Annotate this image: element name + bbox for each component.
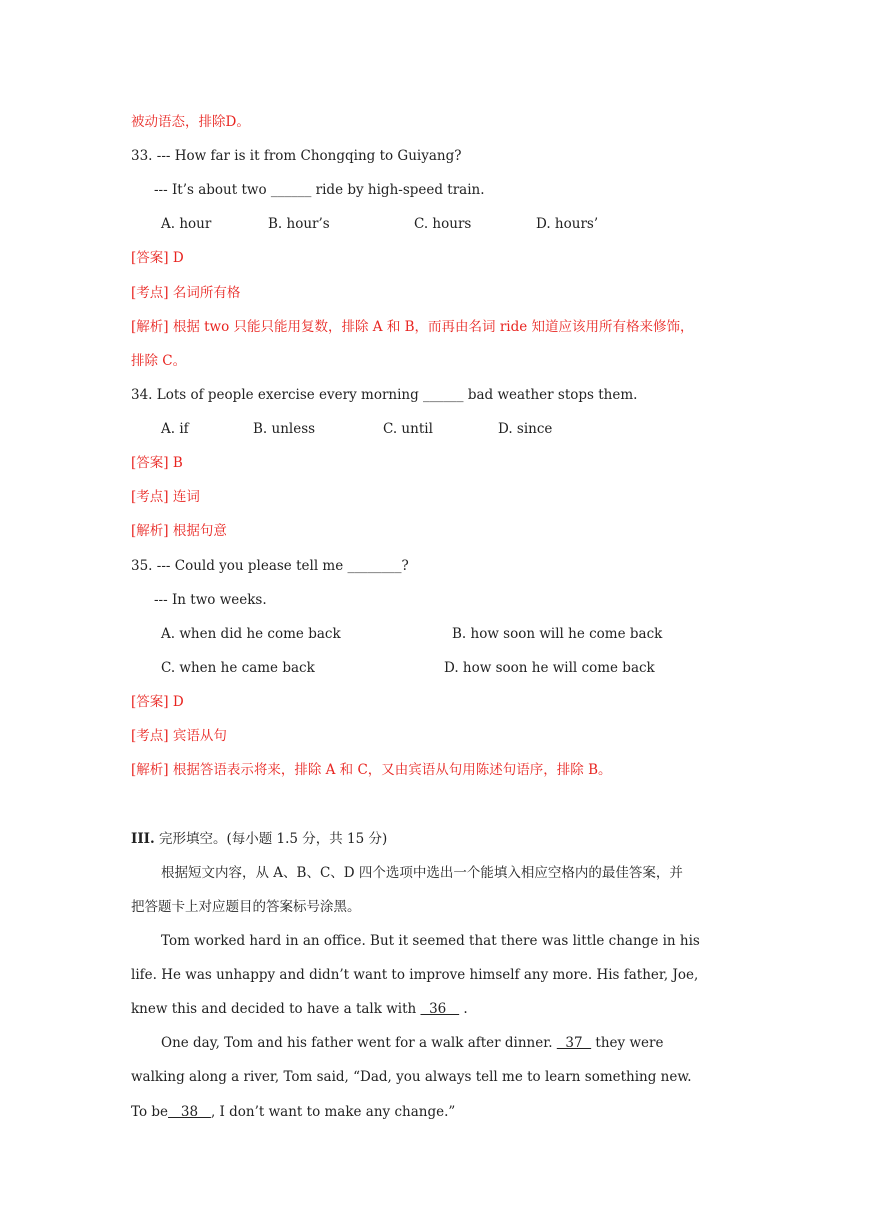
option-a: A. if bbox=[161, 421, 189, 437]
blank-36: 36 bbox=[420, 1001, 460, 1017]
option-a: A. when did he come back bbox=[161, 626, 341, 642]
option-b: B. how soon will he come back bbox=[452, 626, 663, 642]
answer-33: [答案] D bbox=[131, 250, 184, 266]
option-d: D. hours’ bbox=[536, 216, 599, 232]
section-3-instruction: 根据短文内容，从 A、B、C、D 四个选项中选出一个能填入相应空格内的最佳答案，并 bbox=[161, 865, 683, 881]
question-35: 35. --- Could you please tell me ________? bbox=[131, 558, 409, 574]
blank-37: 37 bbox=[556, 1035, 592, 1051]
question-33-reply: --- It’s about two ______ ride by high-speed train. bbox=[154, 182, 485, 198]
passage-text: . bbox=[459, 1001, 468, 1017]
question-33-options bbox=[161, 214, 761, 334]
option-b: B. unless bbox=[253, 421, 316, 437]
question-35-options-row2 bbox=[161, 658, 761, 738]
question-33: 33. --- How far is it from Chongqing to Guiyang? bbox=[131, 148, 462, 164]
passage-text: One day, Tom and his father went for a walk after dinner. bbox=[161, 1035, 557, 1051]
section-title: 完形填空。(每小题 1.5 分，共 15 分) bbox=[154, 831, 388, 847]
passage-line bbox=[161, 1033, 663, 1053]
passage-line bbox=[131, 1102, 455, 1122]
passage-text: To be bbox=[131, 1104, 169, 1120]
question-35-reply: --- In two weeks. bbox=[154, 592, 267, 608]
section-3-instruction-cont: 把答题卡上对应题目的答案标号涂黑。 bbox=[131, 899, 361, 915]
analysis-34: [解析] 根据句意 bbox=[131, 523, 227, 539]
option-d: D. since bbox=[498, 421, 553, 437]
passage-text: knew this and decided to have a talk with bbox=[131, 1001, 421, 1017]
option-a: A. hour bbox=[161, 216, 212, 232]
blank-38: 38 bbox=[168, 1104, 211, 1120]
option-c: C. hours bbox=[414, 216, 472, 232]
passage-line bbox=[131, 999, 468, 1019]
passage-line: walking along a river, Tom said, “Dad, you always tell me to learn something new. bbox=[131, 1069, 692, 1085]
question-34-options bbox=[161, 419, 761, 539]
topic-35: [考点] 宾语从句 bbox=[131, 728, 227, 744]
option-c: C. until bbox=[383, 421, 433, 437]
topic-34: [考点] 连词 bbox=[131, 489, 200, 505]
topic-33: [考点] 名词所有格 bbox=[131, 285, 241, 301]
answer-34: [答案] B bbox=[131, 455, 183, 471]
passage-line: Tom worked hard in an office. But it seemed that there was little change in his bbox=[161, 933, 700, 949]
option-c: C. when he came back bbox=[161, 660, 315, 676]
section-number: III. bbox=[131, 831, 155, 847]
answer-note: 被动语态，排除D。 bbox=[131, 114, 250, 130]
passage-text: , I don’t want to make any change.” bbox=[210, 1104, 456, 1120]
question-34: 34. Lots of people exercise every morning ______ bad weather stops them. bbox=[131, 387, 638, 403]
answer-35: [答案] D bbox=[131, 694, 184, 710]
passage-text: they were bbox=[591, 1035, 664, 1051]
section-3-heading bbox=[131, 829, 387, 849]
passage-line: life. He was unhappy and didn’t want to improve himself any more. His father, Joe, bbox=[131, 967, 699, 983]
analysis-33: [解析] 根据 two 只能只能用复数，排除 A 和 B，而再由名词 ride 知道应该用所有格来修饰， bbox=[131, 319, 694, 335]
option-b: B. hour’s bbox=[268, 216, 330, 232]
analysis-33-cont: 排除 C。 bbox=[131, 353, 187, 369]
analysis-35: [解析] 根据答语表示将来，排除 A 和 C，又由宾语从句用陈述句语序，排除 B。 bbox=[131, 762, 612, 778]
option-d: D. how soon he will come back bbox=[444, 660, 655, 676]
